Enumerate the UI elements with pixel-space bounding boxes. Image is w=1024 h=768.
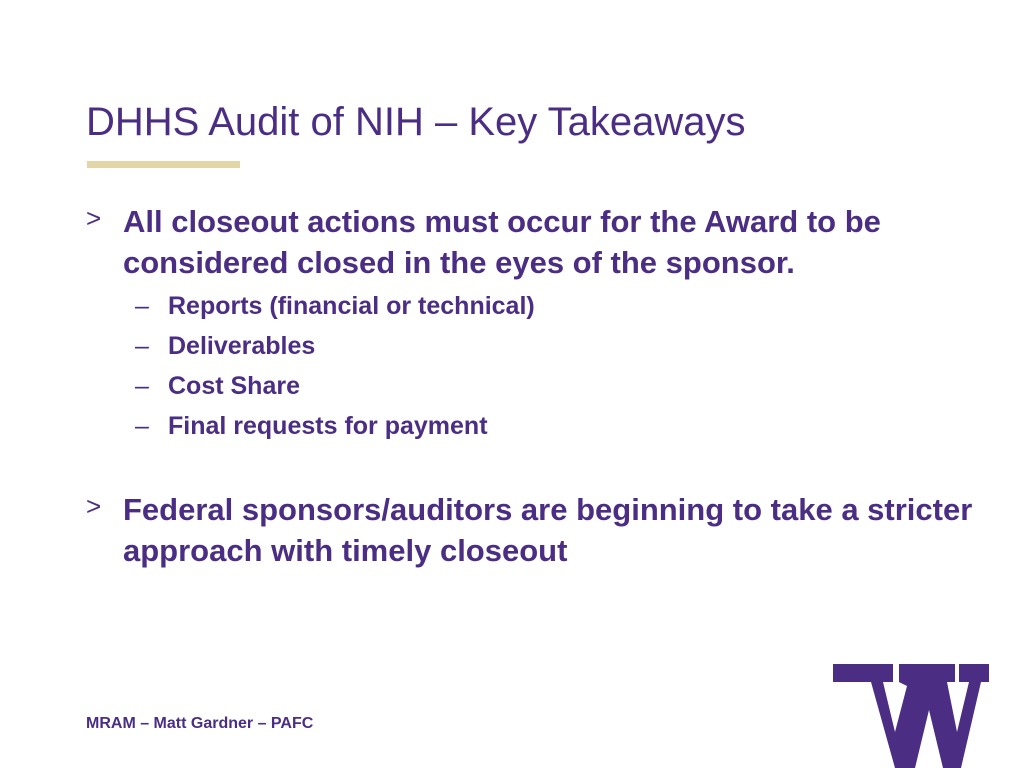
slide-title: DHHS Audit of NIH – Key Takeaways (86, 100, 746, 144)
subitem-reports (135, 286, 535, 326)
sub-bullet-dash: – (135, 332, 149, 360)
bullet-marker: > (86, 491, 102, 521)
sub-bullet-dash: – (135, 412, 149, 440)
sub-bullet-dash: – (135, 372, 149, 400)
subitem-text: Final requests for payment (168, 412, 488, 440)
subitem-text: Reports (financial or technical) (168, 292, 535, 320)
title-underline-accent (87, 161, 240, 168)
bullet-marker: > (86, 203, 102, 233)
subitem-cost-share (135, 366, 535, 406)
bullet-text: All closeout actions must occur for the Award to be considered closed in the eyes of the sponsor. (123, 204, 881, 280)
closeout-subitems-list (135, 286, 535, 446)
slide-footer: MRAM – Matt Gardner – PAFC (86, 715, 314, 732)
bullet-federal-sponsors (86, 489, 976, 571)
bullet-closeout-actions (86, 201, 976, 283)
subitem-text: Cost Share (168, 372, 300, 400)
bullet-text: Federal sponsors/auditors are beginning to take a stricter approach with timely closeout (123, 492, 973, 568)
subitem-deliverables (135, 326, 535, 366)
sub-bullet-dash: – (135, 292, 149, 320)
uw-w-logo-icon (833, 664, 989, 768)
subitem-text: Deliverables (168, 332, 316, 360)
subitem-final-requests (135, 406, 535, 446)
